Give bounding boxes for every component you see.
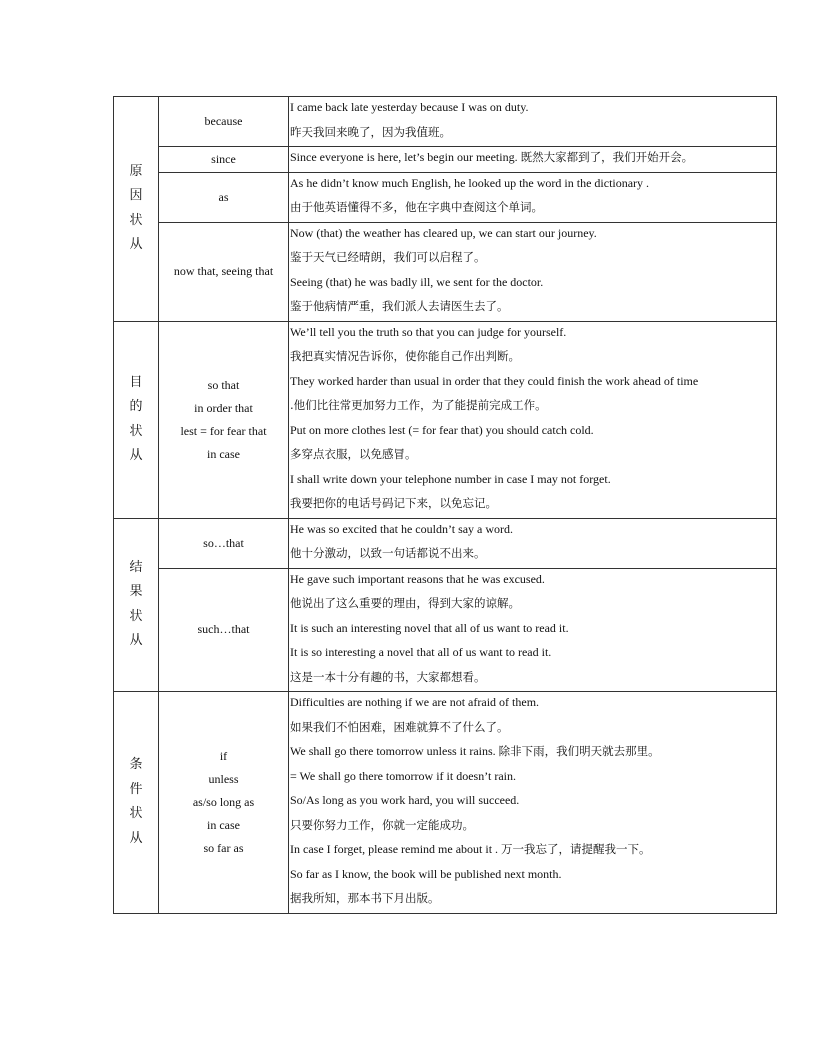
example-cell (289, 518, 777, 568)
example-zh: 他说出了这么重要的理由，得到大家的谅解。 (290, 596, 520, 610)
example-en: It is so interesting a novel that all of us want to read it. (290, 645, 552, 659)
conjunction: so…that (203, 535, 244, 550)
example-zh: 鉴于天气已经晴朗，我们可以启程了。 (290, 250, 486, 264)
clause-category (114, 518, 159, 692)
example-zh: 我要把你的电话号码记下来，以免忘记。 (290, 496, 497, 510)
conjunction-cell (159, 147, 289, 173)
table-row (114, 568, 777, 692)
conjunction-cell (159, 222, 289, 321)
example-line (290, 741, 776, 766)
example-zh: 除非下雨，我们明天就去那里。 (498, 744, 660, 758)
conjunction: because (204, 114, 243, 128)
example-en: So far as I know, the book will be published next month. (290, 866, 562, 881)
example-cell (289, 568, 777, 692)
clause-category (114, 692, 159, 914)
table-row (114, 692, 777, 914)
example-en: So/As long as you work hard, you will succeed. (290, 793, 520, 807)
conjunction: lest = for fear that (180, 423, 267, 438)
example-cell (289, 321, 777, 518)
category-char: 结 (129, 559, 143, 575)
conjunction-cell (159, 97, 289, 147)
example-en: I came back late yesterday because I was on duty. (290, 100, 529, 114)
example-en: Put on more clothes lest (= for fear that) you should catch cold. (290, 422, 594, 437)
example-zh: 由于他英语懂得不多，他在字典中查阅这个单词。 (290, 200, 543, 214)
category-char: 目 (129, 374, 143, 390)
example-line (290, 147, 776, 172)
category-char: 因 (129, 188, 143, 204)
example-line (290, 839, 776, 864)
example-zh: 据我所知，那本书下月出版。 (290, 891, 440, 905)
table-row (114, 97, 777, 147)
example-cell (289, 692, 777, 914)
table-row (114, 147, 777, 173)
conjunction: such…that (197, 622, 250, 637)
example-zh: 既然大家都到了，我们开始开会。 (520, 150, 694, 164)
example-zh: 昨天我回来晚了，因为我值班。 (290, 124, 451, 139)
category-char: 状 (129, 423, 143, 439)
example-cell (289, 172, 777, 222)
example-en: Difficulties are nothing if we are not afraid of them. (290, 695, 540, 709)
example-zh: 只要你努力工作，你就一定能成功。 (290, 817, 474, 832)
example-en: I shall write down your telephone number in case I may not forget. (290, 471, 611, 486)
example-en: In case I forget, please remind me about it . (290, 842, 502, 856)
adverbial-clause-table (113, 96, 777, 914)
category-char: 状 (129, 212, 143, 228)
category-char: 状 (129, 806, 143, 822)
example-en: Seeing (that) he was badly ill, we sent for the doctor. (290, 274, 544, 289)
conjunction: as/so long as (192, 794, 255, 809)
example-en: We shall go there tomorrow unless it rains. (290, 744, 499, 758)
conjunction: unless (208, 771, 239, 786)
example-zh: .他们比往常更加努力工作，为了能提前完成工作。 (290, 398, 547, 412)
table-row (114, 222, 777, 321)
example-cell (289, 222, 777, 321)
conjunction-cell (159, 321, 289, 518)
conjunction: if (219, 748, 228, 763)
example-en: They worked harder than usual in order that they could finish the work ahead of time (290, 373, 699, 388)
example-en: Since everyone is here, let’s begin our meeting. (290, 150, 521, 164)
conjunction-cell (159, 518, 289, 568)
example-cell (289, 147, 777, 173)
example-zh: 多穿点衣服，以免感冒。 (290, 447, 417, 461)
example-zh: 万一我忘了，请提醒我一下。 (501, 842, 651, 856)
conjunction: in order that (194, 400, 253, 415)
example-en: As he didn’t know much English, he looked up the word in the dictionary . (290, 175, 650, 190)
example-zh: 鉴于他病情严重，我们派人去请医生去了。 (290, 299, 509, 313)
example-en: We’ll tell you the truth so that you can judge for yourself. (290, 324, 567, 339)
example-cell (289, 97, 777, 147)
conjunction-cell (159, 568, 289, 692)
example-en: He was so excited that he couldn’t say a word. (290, 521, 514, 536)
table-body (114, 97, 777, 914)
clause-category (114, 97, 159, 322)
conjunction-cell (159, 692, 289, 914)
category-char: 从 (129, 830, 143, 846)
category-char: 从 (129, 237, 143, 253)
example-zh: 如果我们不怕困难，困难就算不了什么了。 (290, 719, 509, 734)
category-char: 原 (129, 163, 143, 179)
category-char: 果 (129, 584, 143, 600)
conjunction-cell (159, 172, 289, 222)
conjunction: so that (207, 377, 240, 392)
example-zh: 我把真实情况告诉你，使你能自己作出判断。 (290, 349, 520, 363)
example-en: Now (that) the weather has cleared up, we can start our journey. (290, 225, 597, 240)
clause-category (114, 321, 159, 518)
category-char: 从 (129, 448, 143, 463)
table-row (114, 321, 777, 518)
example-en: = We shall go there tomorrow if it doesn’t rain. (290, 768, 516, 783)
example-en: He gave such important reasons that he was excused. (290, 571, 545, 586)
conjunction: in case (207, 446, 240, 461)
category-char: 件 (129, 781, 143, 797)
example-zh: 这是一本十分有趣的书，大家都想看。 (290, 669, 486, 684)
table-row (114, 518, 777, 568)
conjunction: since (211, 151, 236, 166)
conjunction: now that, seeing that (173, 264, 274, 278)
category-char: 状 (129, 608, 143, 624)
example-en: It is such an interesting novel that all of us want to read it. (290, 620, 569, 635)
conjunction: so far as (203, 840, 244, 855)
example-zh: 他十分激动，以致一句话都说不出来。 (290, 546, 486, 560)
table-row (114, 172, 777, 222)
category-char: 条 (129, 757, 143, 773)
category-char: 的 (129, 399, 143, 414)
conjunction: in case (207, 817, 240, 832)
conjunction: as (218, 189, 229, 204)
category-char: 从 (129, 633, 143, 649)
